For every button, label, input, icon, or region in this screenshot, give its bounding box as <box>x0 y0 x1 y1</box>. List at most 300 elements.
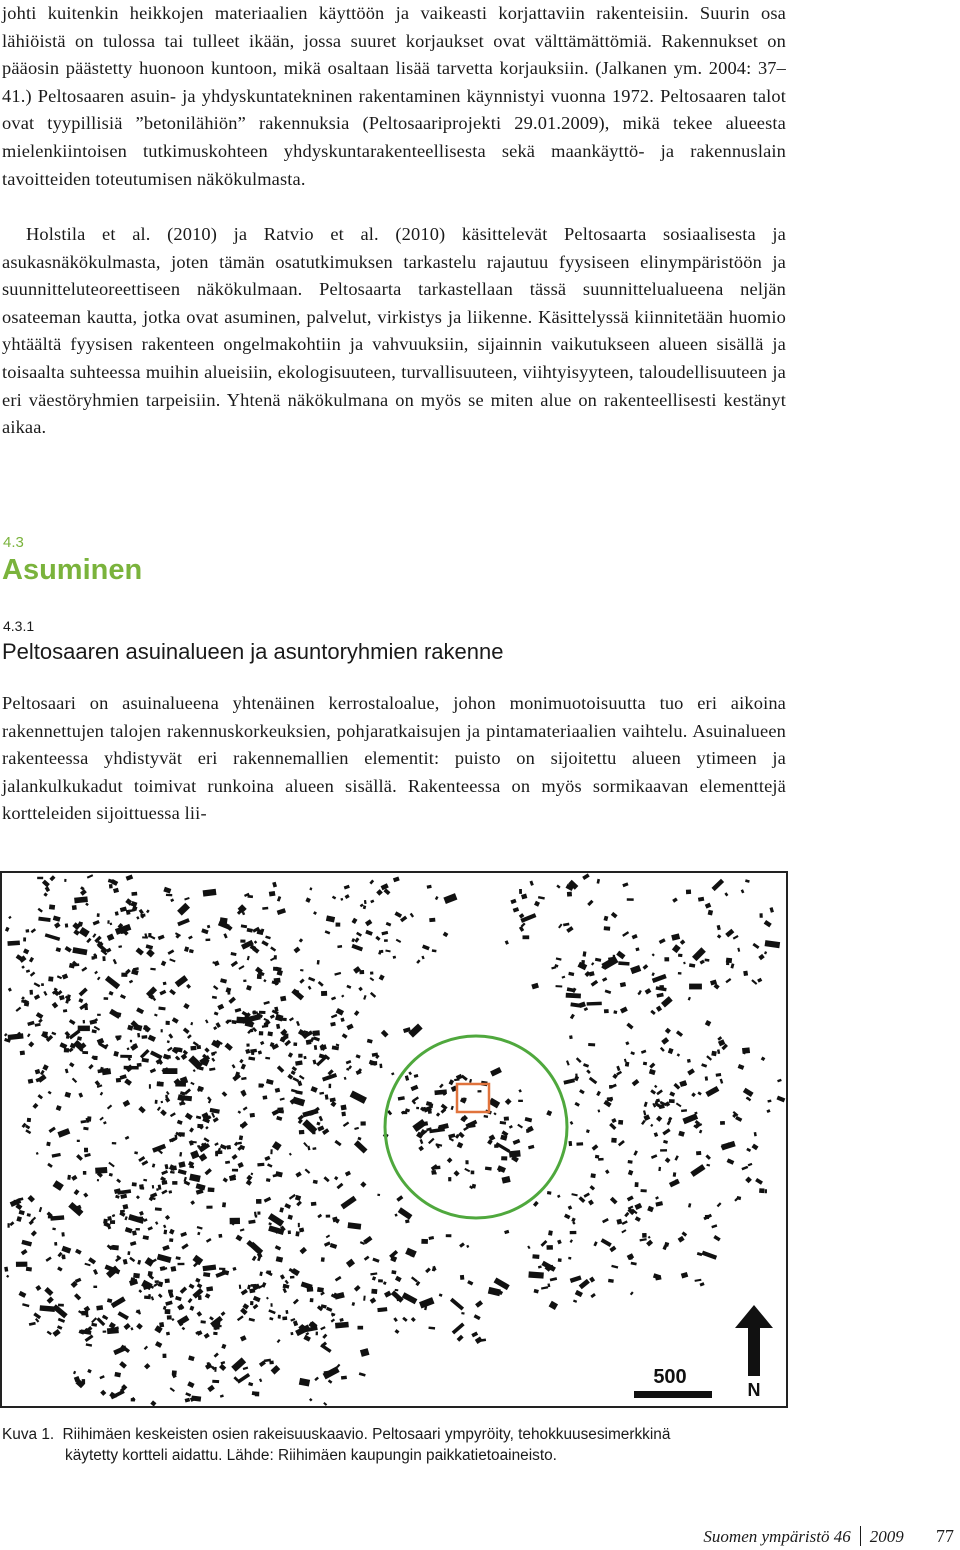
building <box>224 1043 232 1051</box>
building <box>705 1086 719 1097</box>
building <box>210 1108 220 1114</box>
building <box>252 1011 258 1014</box>
building <box>169 1238 173 1242</box>
building <box>571 1193 577 1196</box>
building <box>240 1335 247 1341</box>
building <box>346 1060 352 1064</box>
building <box>299 938 303 942</box>
building <box>488 1287 501 1296</box>
building <box>676 1103 682 1108</box>
building <box>273 1174 278 1177</box>
building <box>151 1296 154 1300</box>
building <box>113 1345 127 1355</box>
building <box>99 1117 103 1121</box>
building <box>214 1012 219 1016</box>
building <box>513 907 519 912</box>
building <box>276 1256 283 1262</box>
north-arrow-icon <box>735 1305 773 1376</box>
building <box>267 1271 272 1274</box>
building <box>289 1017 294 1021</box>
building <box>293 1320 298 1326</box>
building <box>661 1037 669 1045</box>
building <box>724 892 728 896</box>
building <box>119 1361 127 1368</box>
building <box>38 908 43 913</box>
building <box>47 1163 53 1168</box>
building <box>340 898 343 901</box>
building <box>237 1315 244 1321</box>
building <box>391 1270 396 1274</box>
building <box>664 957 669 961</box>
building <box>61 1246 71 1254</box>
building <box>157 1107 161 1112</box>
building <box>475 1337 483 1344</box>
building <box>616 1066 620 1071</box>
building <box>650 1124 653 1127</box>
building <box>538 1265 542 1268</box>
building <box>655 1196 659 1200</box>
building <box>183 1050 188 1055</box>
building <box>699 1130 702 1134</box>
building <box>189 1140 194 1146</box>
building <box>27 1021 34 1026</box>
building <box>646 1240 653 1247</box>
building <box>175 1296 182 1301</box>
building <box>509 1125 513 1129</box>
building <box>189 1306 194 1311</box>
building <box>16 1216 22 1222</box>
building <box>73 929 80 935</box>
building <box>53 1180 64 1191</box>
building <box>521 894 527 900</box>
building <box>87 874 93 878</box>
building <box>130 1040 132 1043</box>
building <box>291 989 304 1001</box>
building <box>161 1170 168 1175</box>
building <box>518 1100 523 1102</box>
building <box>319 1116 323 1122</box>
building <box>225 1161 230 1164</box>
building <box>256 1199 261 1204</box>
building <box>178 1161 185 1168</box>
building <box>189 1174 201 1183</box>
building <box>678 954 683 958</box>
building <box>35 1023 41 1027</box>
building <box>289 1194 296 1200</box>
building <box>110 1220 115 1224</box>
building <box>395 1213 398 1216</box>
building <box>31 1217 36 1222</box>
building <box>589 1077 598 1085</box>
building <box>276 1116 282 1121</box>
building <box>136 1007 144 1014</box>
building <box>246 1043 249 1046</box>
building <box>38 1018 43 1023</box>
building <box>137 1033 140 1038</box>
building <box>288 1052 293 1057</box>
building <box>123 1204 129 1210</box>
building <box>435 896 439 900</box>
building <box>700 1282 705 1286</box>
building <box>185 1398 191 1403</box>
building <box>457 1335 464 1342</box>
building <box>610 1197 618 1205</box>
building <box>102 956 105 961</box>
building <box>700 960 705 965</box>
building <box>307 1146 310 1151</box>
building <box>464 1168 470 1172</box>
building <box>29 1322 36 1326</box>
building <box>231 961 238 967</box>
building <box>189 1127 194 1132</box>
building <box>579 1279 590 1289</box>
building <box>259 1378 262 1382</box>
building <box>265 936 271 940</box>
building <box>277 1339 281 1343</box>
building <box>290 1318 295 1322</box>
building <box>16 1007 22 1012</box>
building <box>309 1398 313 1402</box>
building <box>654 1085 657 1088</box>
building <box>280 996 286 1002</box>
building <box>82 1051 88 1054</box>
building <box>706 1055 712 1060</box>
building <box>454 1170 460 1176</box>
building <box>352 918 358 924</box>
building <box>253 1296 261 1302</box>
building <box>146 949 155 958</box>
building <box>416 959 420 964</box>
building <box>269 1361 274 1365</box>
building <box>57 975 62 979</box>
building <box>675 1179 678 1183</box>
building <box>160 1109 167 1116</box>
building <box>635 1182 639 1187</box>
building <box>240 1228 245 1231</box>
building <box>9 1221 14 1226</box>
building <box>134 1151 138 1154</box>
building <box>592 1144 599 1150</box>
building <box>681 1272 688 1279</box>
building <box>662 1128 670 1135</box>
building <box>345 894 350 899</box>
building <box>46 1142 50 1147</box>
building <box>698 897 704 902</box>
building <box>341 994 344 997</box>
building <box>165 1301 173 1306</box>
building <box>250 1113 255 1118</box>
building <box>370 1297 377 1303</box>
building <box>761 1057 766 1062</box>
building <box>295 1060 303 1065</box>
building <box>52 1002 59 1009</box>
building <box>337 1183 344 1189</box>
building <box>332 896 336 900</box>
building <box>8 988 12 992</box>
building <box>175 975 188 987</box>
building <box>705 1215 709 1219</box>
building <box>159 1322 164 1327</box>
building <box>116 1078 121 1083</box>
building <box>168 1033 173 1038</box>
building <box>317 1287 324 1293</box>
building <box>765 1189 767 1193</box>
building <box>640 1189 646 1192</box>
building <box>751 979 757 985</box>
building <box>299 1378 310 1387</box>
building <box>458 1132 465 1138</box>
building <box>360 904 364 908</box>
building <box>32 1103 38 1109</box>
building <box>203 1264 217 1271</box>
building <box>266 1079 274 1085</box>
building <box>570 1239 573 1243</box>
building <box>196 1183 206 1190</box>
building <box>341 1196 357 1210</box>
building <box>429 918 435 922</box>
building <box>120 1055 132 1058</box>
building <box>144 1346 148 1350</box>
building <box>344 1077 347 1080</box>
building <box>665 1028 671 1034</box>
building <box>156 1188 158 1191</box>
building <box>56 1105 62 1111</box>
building <box>61 1232 64 1236</box>
building <box>329 1084 332 1088</box>
building <box>611 912 618 918</box>
building <box>324 1371 329 1376</box>
building <box>583 1063 589 1068</box>
building <box>34 982 41 987</box>
building <box>336 1044 340 1047</box>
building <box>609 1123 616 1130</box>
building <box>741 1166 748 1171</box>
building <box>180 1287 187 1294</box>
building <box>201 1320 206 1323</box>
building <box>305 1169 311 1174</box>
building <box>626 1023 633 1030</box>
building <box>688 1203 691 1208</box>
building <box>33 1312 41 1319</box>
footer-publication: Suomen ympäristö 46 <box>703 1527 851 1546</box>
footer-year: 2009 <box>869 1527 904 1546</box>
building <box>490 1067 502 1077</box>
building <box>263 1001 269 1005</box>
building <box>283 1288 287 1293</box>
building <box>21 996 25 1000</box>
building <box>295 1171 301 1177</box>
building <box>650 1089 656 1094</box>
building <box>566 1060 570 1065</box>
building <box>649 1063 655 1069</box>
building <box>563 923 569 927</box>
building <box>568 1205 573 1210</box>
building <box>313 1036 320 1041</box>
building <box>190 1082 194 1086</box>
building <box>239 1059 243 1063</box>
building <box>19 1210 25 1215</box>
building <box>241 1289 248 1295</box>
building <box>663 1140 668 1144</box>
building <box>39 1207 42 1212</box>
building <box>172 1181 177 1185</box>
building <box>745 879 750 883</box>
building <box>776 1096 785 1103</box>
building <box>48 976 53 981</box>
building <box>643 1062 647 1066</box>
building <box>611 1138 617 1143</box>
building <box>532 1254 539 1259</box>
building <box>317 1125 324 1131</box>
building <box>176 1256 181 1260</box>
building <box>54 1242 57 1246</box>
building <box>107 1104 112 1109</box>
building <box>595 1155 599 1159</box>
figure-map <box>0 871 788 1408</box>
building <box>410 913 414 918</box>
building <box>523 935 530 939</box>
building <box>81 967 87 972</box>
building <box>303 1335 311 1342</box>
building <box>305 897 310 902</box>
building <box>705 1020 711 1026</box>
building <box>576 1057 582 1063</box>
building <box>59 1042 67 1049</box>
building <box>360 1348 370 1357</box>
building <box>330 1098 336 1103</box>
building <box>381 883 389 890</box>
building <box>197 1226 203 1230</box>
building <box>163 887 171 894</box>
building <box>284 1203 291 1209</box>
building <box>163 982 167 986</box>
building <box>345 1171 351 1177</box>
building <box>123 1100 131 1107</box>
building <box>579 1089 585 1094</box>
building <box>759 1188 764 1193</box>
building <box>110 922 113 925</box>
building <box>37 877 43 880</box>
building <box>261 940 268 946</box>
building <box>586 1069 591 1074</box>
building <box>586 1129 590 1133</box>
building <box>671 933 680 940</box>
building <box>613 1010 617 1014</box>
building <box>250 1173 253 1176</box>
building <box>370 992 376 998</box>
building <box>299 1130 305 1134</box>
building <box>211 1058 215 1062</box>
building <box>631 1262 637 1266</box>
building <box>257 1163 264 1167</box>
building <box>597 879 600 884</box>
building <box>398 1096 405 1101</box>
building <box>494 1278 510 1291</box>
building <box>534 1289 539 1294</box>
building <box>557 1195 561 1198</box>
building <box>219 1364 226 1371</box>
building <box>760 913 763 918</box>
building <box>277 1065 285 1072</box>
building <box>86 938 91 943</box>
building <box>713 1235 720 1241</box>
building <box>504 1230 509 1234</box>
building <box>132 1182 137 1186</box>
building <box>130 1241 137 1246</box>
building <box>312 1129 315 1134</box>
building <box>21 965 25 969</box>
building <box>331 1014 337 1019</box>
building <box>661 996 673 1007</box>
building <box>627 898 634 901</box>
building <box>307 1287 314 1292</box>
building <box>31 1230 37 1236</box>
building <box>162 1245 169 1251</box>
building <box>313 1180 318 1184</box>
building <box>136 1228 140 1231</box>
building <box>346 1024 353 1031</box>
building <box>81 1311 88 1316</box>
building <box>299 979 304 984</box>
building <box>238 1162 244 1168</box>
building <box>421 956 424 960</box>
building <box>611 1118 616 1123</box>
building <box>205 1363 212 1370</box>
building <box>717 934 721 938</box>
building <box>367 1039 373 1044</box>
building <box>361 1121 366 1125</box>
building <box>129 980 133 984</box>
building <box>669 1091 675 1096</box>
building <box>356 1054 361 1058</box>
building <box>87 1116 91 1121</box>
building <box>246 985 252 991</box>
building <box>67 994 71 999</box>
building <box>402 1317 407 1322</box>
building <box>674 1155 678 1160</box>
building <box>197 1145 200 1147</box>
building <box>213 1321 221 1327</box>
building <box>72 905 77 910</box>
building <box>766 1109 770 1113</box>
building <box>370 971 373 974</box>
building <box>678 1236 685 1243</box>
building <box>45 933 61 941</box>
building <box>65 1069 69 1074</box>
building <box>68 1047 73 1052</box>
building <box>190 1200 195 1205</box>
building <box>510 899 516 904</box>
building <box>669 1099 675 1103</box>
building <box>569 1141 573 1146</box>
building <box>448 1133 455 1138</box>
building <box>228 1020 232 1023</box>
building <box>433 1172 437 1174</box>
building <box>43 892 47 896</box>
building <box>443 932 449 938</box>
building <box>351 938 355 942</box>
building <box>356 932 362 937</box>
building <box>54 922 61 928</box>
building <box>102 1315 108 1320</box>
building <box>57 1128 70 1138</box>
building <box>52 1228 56 1231</box>
building <box>250 1301 253 1305</box>
building <box>83 1171 86 1175</box>
building <box>144 1296 151 1300</box>
building <box>7 940 20 945</box>
building <box>44 1287 53 1296</box>
